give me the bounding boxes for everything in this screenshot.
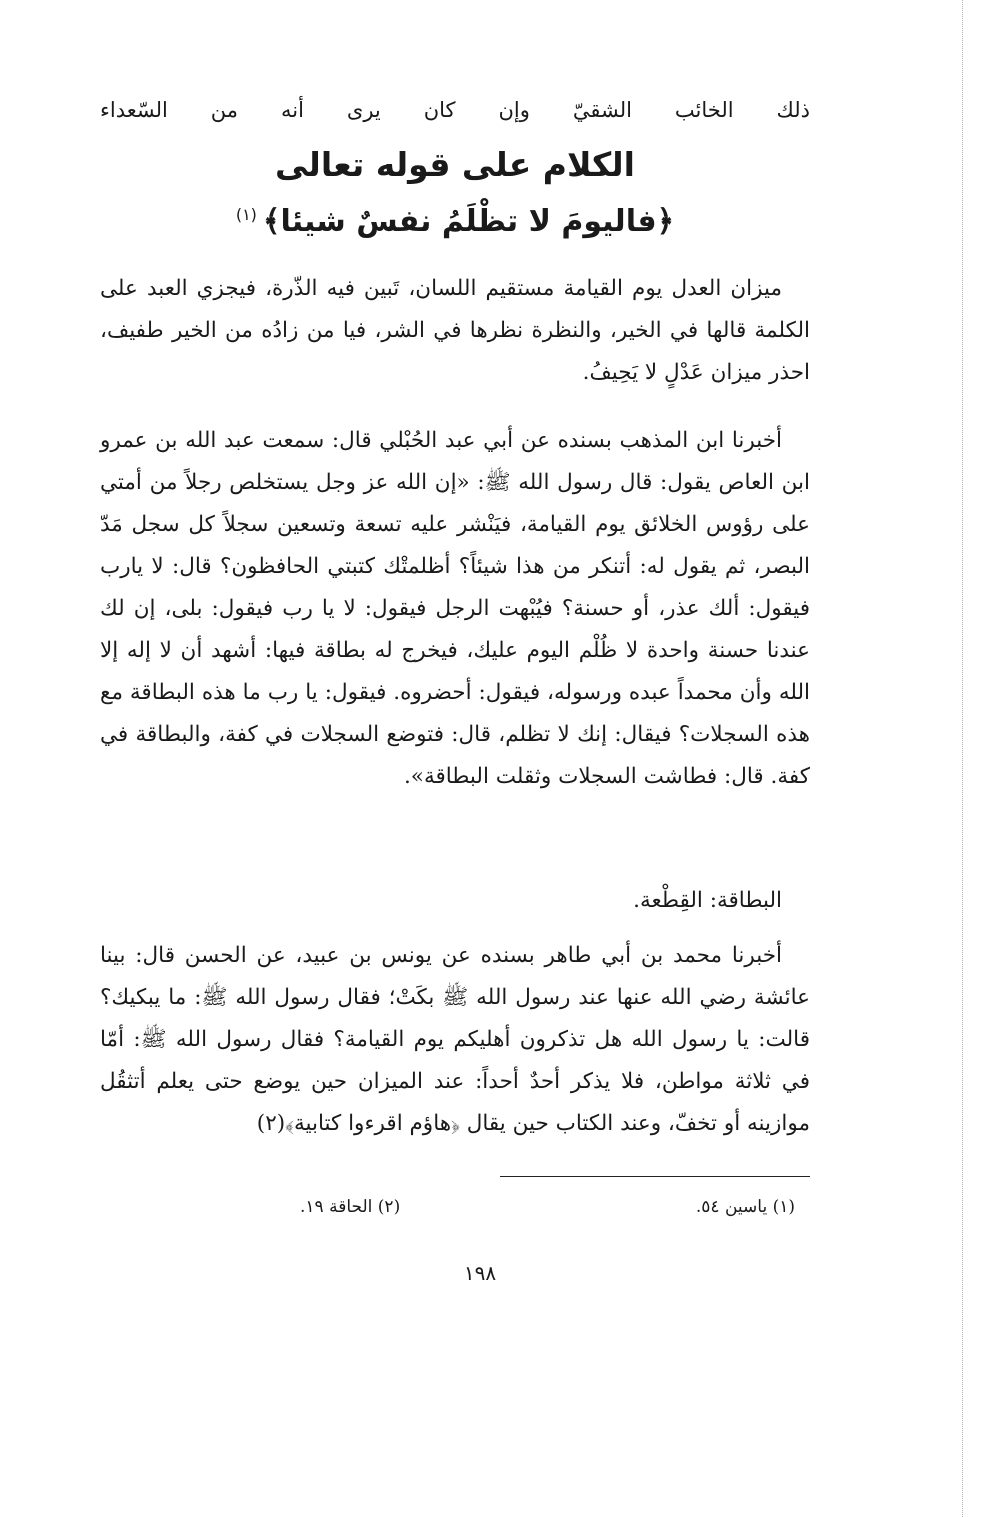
footnote-2: (٢) الحاقة ١٩. (300, 1197, 401, 1217)
page-edge-line (962, 0, 963, 1517)
paragraph-3 (100, 880, 810, 922)
section-title: الكلام على قوله تعالى (275, 145, 635, 184)
footnote-1: (١) ياسين ٥٤. (695, 1197, 795, 1217)
poetry-verse-line: ذلك الخائب الشقيّ وإن كان يرى أنه من السّعداء (100, 98, 810, 122)
paragraph-text: أخبرنا ابن المذهب بسنده عن أبي عبد الحُبْلي قال: سمعت عبد الله بن عمرو ابن العاص يقول: قال رسول الله ﷺ: «إن الله عز وجل يستخلص رجلاً من أمتي على رؤوس الخلائق يوم القيامة، فيَنْشر عليه تسعة وتسعين سجلاً كل سجل مَدّ البصر، ثم يقول له: أتنكر من هذا شيئاً؟ أظلمتْك كتبتي الحافظون؟ قال: لا يارب فيقول: ألك عذر، أو حسنة؟ فيُبْهت الرجل فيقول: لا يا رب فيقول: بلى، إن لك عندنا حسنة واحدة لا ظُلْم اليوم عليك، فيخرج له بطاقة فيها: أشهد أن لا إله إلا الله وأن محمداً عبده ورسوله، فيقول: أحضروه. فيقول: يا رب ما هذه البطاقة مع هذه السجلات؟ فيقال: إنك لا تظلم، قال: فتوضع السجلات في كفة، والبطاقة في كفة. قال: فطاشت السجلات وثقلت البطاقة». (100, 428, 810, 789)
paragraph-text: أخبرنا محمد بن أبي طاهر بسنده عن يونس بن عبيد، عن الحسن قال: بينا عائشة رضي الله عنها عند رسول الله ﷺ بكَتْ؛ فقال رسول الله ﷺ: ما يبكيك؟ قالت: يا رسول الله هل تذكرون أهليكم يوم القيامة؟ فقال رسول الله ﷺ: أمّا في ثلاثة مواطن، فلا يذكر أحدٌ أحداً: عند الميزان حين يوضع حتى يعلم أتثقُل موازينه أو تخفّ، وعند الكتاب حين يقال ﴿هاؤم اقرءوا كتابية﴾(٢) (100, 943, 810, 1136)
footnote-separator (500, 1176, 810, 1177)
paragraph-text: البطاقة: القِطْعة. (633, 888, 782, 913)
quran-verse-text: ﴿فاليومَ لا تظْلَمُ نفسٌ شيئا﴾ (262, 204, 675, 239)
paragraph-2 (100, 420, 810, 798)
section-subtitle-verse (100, 190, 810, 247)
paragraph-1 (100, 268, 810, 394)
page-number: ١٩٨ (463, 1261, 497, 1285)
footnotes (300, 1192, 795, 1222)
footnote-ref-1: (١) (235, 205, 257, 224)
paragraph-4 (100, 935, 810, 1145)
paragraph-text: ميزان العدل يوم القيامة مستقيم اللسان، تَبين فيه الذّرة، فيجزي العبد على الكلمة قالها في الخير، والنظرة نظرها في الشر، فيا من زادُه من الخير طفيف، احذر ميزان عَدْلٍ لا يَحِيفُ. (100, 276, 810, 385)
